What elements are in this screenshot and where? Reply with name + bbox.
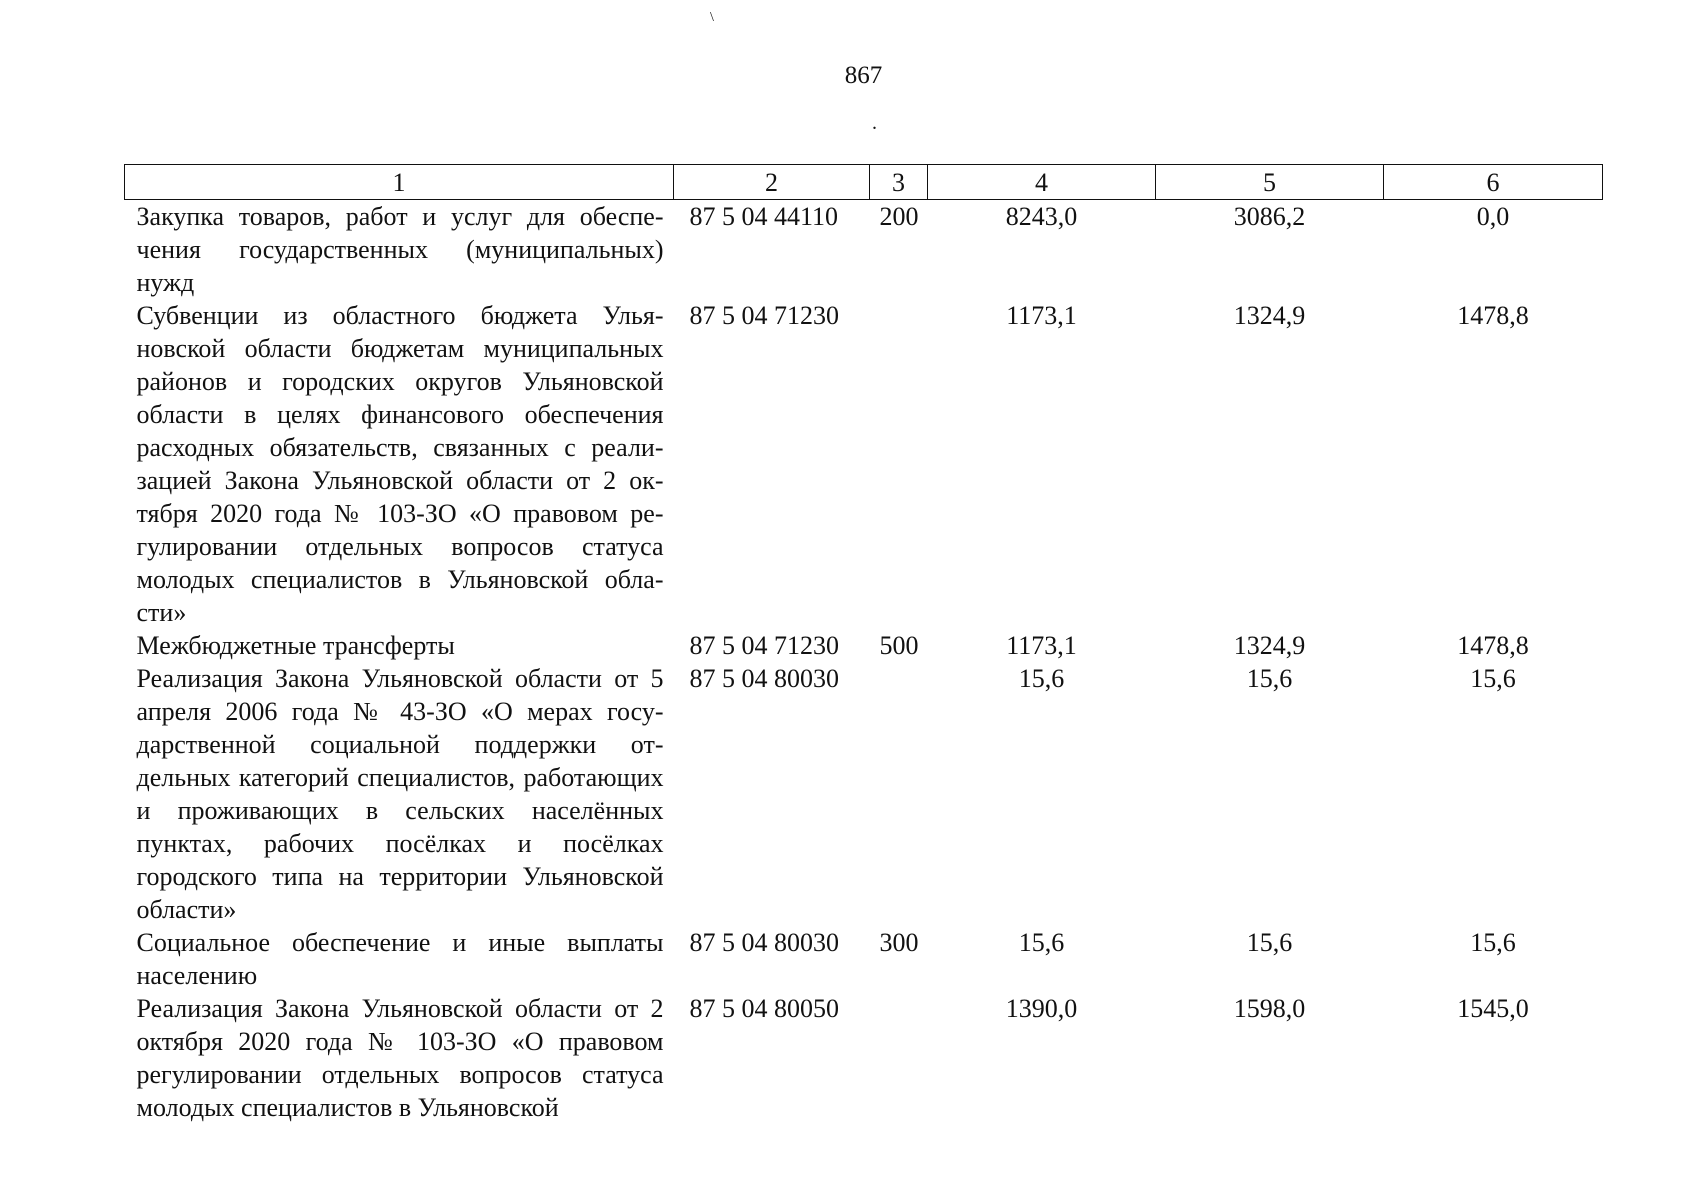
table-row bbox=[125, 629, 1603, 662]
row-code: 87 5 04 44110 bbox=[689, 202, 839, 231]
row-value-col5: 15,6 bbox=[1246, 664, 1293, 693]
table-row bbox=[125, 299, 1603, 629]
row-value-col6: 15,6 bbox=[1470, 928, 1516, 957]
row-name: Субвенции из областного бюджета Ульяновской области бюджетам муниципальных районов и городских округов Ульяновской области в целях финансового обеспечения расходных обязательств, связанных с реализацией Закона Ульяновской области от 2 октября 2020 года № 103-ЗО «О правовом регулировании отдельных вопросов статуса молодых специалистов в Ульяновской области» bbox=[136, 301, 664, 627]
row-name: Межбюджетные трансферты bbox=[136, 631, 455, 660]
row-code: 87 5 04 80050 bbox=[689, 994, 839, 1023]
header-row bbox=[125, 165, 1603, 200]
scan-tick-mark: \ bbox=[710, 10, 714, 25]
row-code: 87 5 04 80030 bbox=[689, 928, 839, 957]
row-type bbox=[870, 992, 928, 1124]
table-row bbox=[125, 926, 1603, 992]
row-type bbox=[870, 299, 928, 629]
row-value-col6: 1545,0 bbox=[1457, 994, 1529, 1023]
row-value-col5: 1324,9 bbox=[1233, 301, 1306, 330]
row-value-col6: 1478,8 bbox=[1457, 301, 1529, 330]
scan-dot-mark: . bbox=[872, 112, 877, 134]
table-row bbox=[125, 992, 1603, 1124]
row-value-col5: 3086,2 bbox=[1233, 202, 1306, 231]
table-row bbox=[125, 200, 1603, 300]
row-value-col6: 1478,8 bbox=[1457, 631, 1529, 660]
budget-table bbox=[124, 164, 1603, 1124]
row-code: 87 5 04 71230 bbox=[689, 301, 839, 330]
row-name: Реализация Закона Ульяновской области от 5 апреля 2006 года № 43-ЗО «О мерах государственной социальной поддержки отдельных категорий специалистов, работающих и проживающих в сельских населённых пунктах, рабочих посёлках и посёлках городского типа на территории Ульяновской области» bbox=[136, 664, 664, 924]
table-body bbox=[125, 200, 1603, 1125]
column-header-1: 1 bbox=[125, 165, 674, 200]
row-value-col4: 1390,0 bbox=[1005, 994, 1078, 1023]
page-number: 867 bbox=[844, 62, 883, 89]
row-code: 87 5 04 71230 bbox=[689, 631, 839, 660]
table-header bbox=[125, 165, 1603, 200]
row-value-col5: 1324,9 bbox=[1233, 631, 1306, 660]
column-header-2: 2 bbox=[674, 165, 870, 200]
column-header-6: 6 bbox=[1384, 165, 1603, 200]
row-value-col4: 8243,0 bbox=[1005, 202, 1078, 231]
row-value-col4: 1173,1 bbox=[1006, 301, 1077, 330]
row-value-col4: 15,6 bbox=[1018, 928, 1065, 957]
row-type bbox=[870, 662, 928, 926]
row-name: Реализация Закона Ульяновской области от 2 октября 2020 года № 103-ЗО «О правовом регулировании отдельных вопросов статуса молодых специалистов в Ульяновской bbox=[136, 994, 664, 1122]
row-value-col6: 0,0 bbox=[1476, 202, 1510, 231]
row-value-col5: 1598,0 bbox=[1233, 994, 1306, 1023]
row-name: Социальное обеспечение и иные выплаты населению bbox=[136, 928, 664, 990]
row-value-col4: 15,6 bbox=[1018, 664, 1065, 693]
row-value-col6: 15,6 bbox=[1470, 664, 1516, 693]
row-value-col5: 15,6 bbox=[1246, 928, 1293, 957]
row-code: 87 5 04 80030 bbox=[689, 664, 839, 693]
row-type: 300 bbox=[879, 928, 919, 957]
row-value-col4: 1173,1 bbox=[1006, 631, 1077, 660]
row-type: 200 bbox=[879, 202, 919, 231]
table-row bbox=[125, 662, 1603, 926]
column-header-5: 5 bbox=[1156, 165, 1384, 200]
row-type: 500 bbox=[879, 631, 919, 660]
column-header-4: 4 bbox=[928, 165, 1156, 200]
column-header-3: 3 bbox=[870, 165, 928, 200]
row-name: Закупка товаров, работ и услуг для обеспечения государственных (муниципальных) нужд bbox=[136, 202, 664, 297]
